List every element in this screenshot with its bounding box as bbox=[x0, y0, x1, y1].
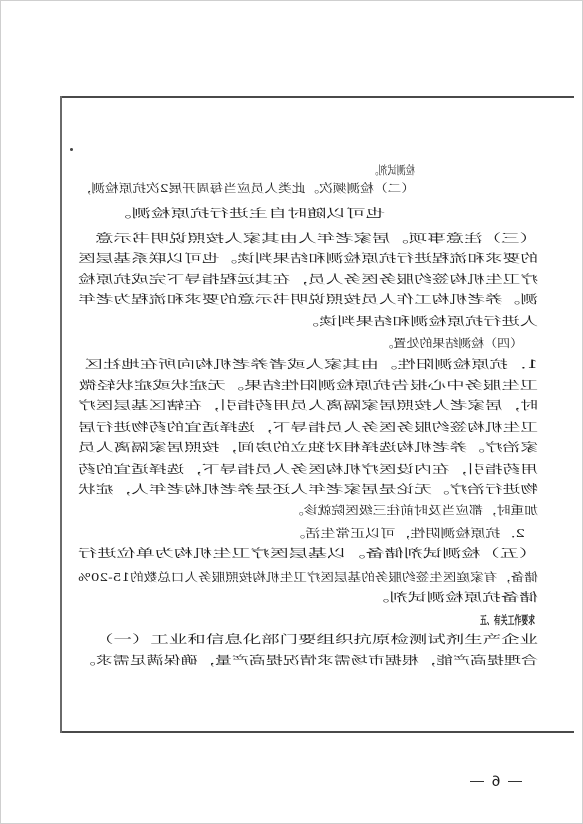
scan-speck bbox=[70, 148, 73, 151]
text-line: （二）检测频次。此类人员应当每周开展2次抗原检测， bbox=[77, 181, 415, 195]
text-line: （三）注意事项。居家老年人由其家人按照说明书示意 bbox=[95, 231, 538, 245]
page-number-dash-right bbox=[508, 781, 522, 782]
left-rule bbox=[60, 96, 62, 733]
text-line: 用药指引，在内设医疗机构医务人员指导下，选择适宜的药 bbox=[78, 462, 538, 476]
text-line: 加重时，都应当及时前往三级医院就诊。 bbox=[290, 503, 538, 517]
text-line: 的要求和流程进行抗原检测和结果判读。也可以联系基层医 bbox=[78, 251, 538, 265]
text-line: 家治疗。养老机构选择相对独立的房间，按照居家隔离人员 bbox=[78, 440, 538, 454]
text-line: 卫生服务中心报告抗原检测阳性结果。无症状或症状轻微 bbox=[78, 378, 538, 392]
top-rule bbox=[60, 96, 574, 98]
text-line: 物进行治疗。无论是居家老年人还是养老机构老年人，症状 bbox=[78, 482, 538, 496]
section-heading: 五、有关工作要求 bbox=[480, 613, 535, 627]
text-line: 储备，有家庭医生签约服务的基层医疗卫生机构按照服务人口总数的15-20% bbox=[77, 570, 538, 584]
text-line: 储备抗原检测试剂。 bbox=[370, 590, 538, 604]
text-line: 1．抗原检测阳性。由其家人或者养老机构向所在地社区 bbox=[84, 357, 538, 371]
text-line: 检测试剂。 bbox=[369, 163, 415, 177]
text-line: （五）检测试剂储备。以基层医疗卫生机构为单位进行 bbox=[78, 546, 538, 560]
bottom-rule bbox=[60, 731, 574, 733]
text-line: 也可以随时自主进行抗原检测。 bbox=[112, 206, 385, 220]
text-line: 时，居家老人按照居家隔离人员用药指引，在辖区基层医疗 bbox=[78, 398, 538, 412]
page-number-dash-left bbox=[470, 781, 484, 782]
text-line: 2．抗原检测阴性，可以正常生活。 bbox=[290, 526, 525, 540]
page-number-text: 6 bbox=[491, 774, 501, 790]
text-line: （四）检测结果的处置。 bbox=[380, 336, 523, 350]
page-number bbox=[470, 772, 522, 792]
text-line: 测。养老机构工作人员按照说明书示意的要求和流程为老年 bbox=[78, 292, 538, 306]
text-line: 卫生机构签约服务医务人员指导下，选择适宜的药物进行居 bbox=[78, 420, 538, 434]
text-line: 人进行抗原检测和结果判读。 bbox=[300, 314, 538, 328]
text-line: （一）工业和信息化部门要组织抗原检测试剂生产企业 bbox=[95, 632, 538, 646]
text-line: 疗卫生机构签约服务医务人员，在其远程指导下完成抗原检 bbox=[78, 272, 538, 286]
text-line: 合理提高产能，根据市场需求情况提高产量，确保满足需求。 bbox=[78, 653, 538, 667]
